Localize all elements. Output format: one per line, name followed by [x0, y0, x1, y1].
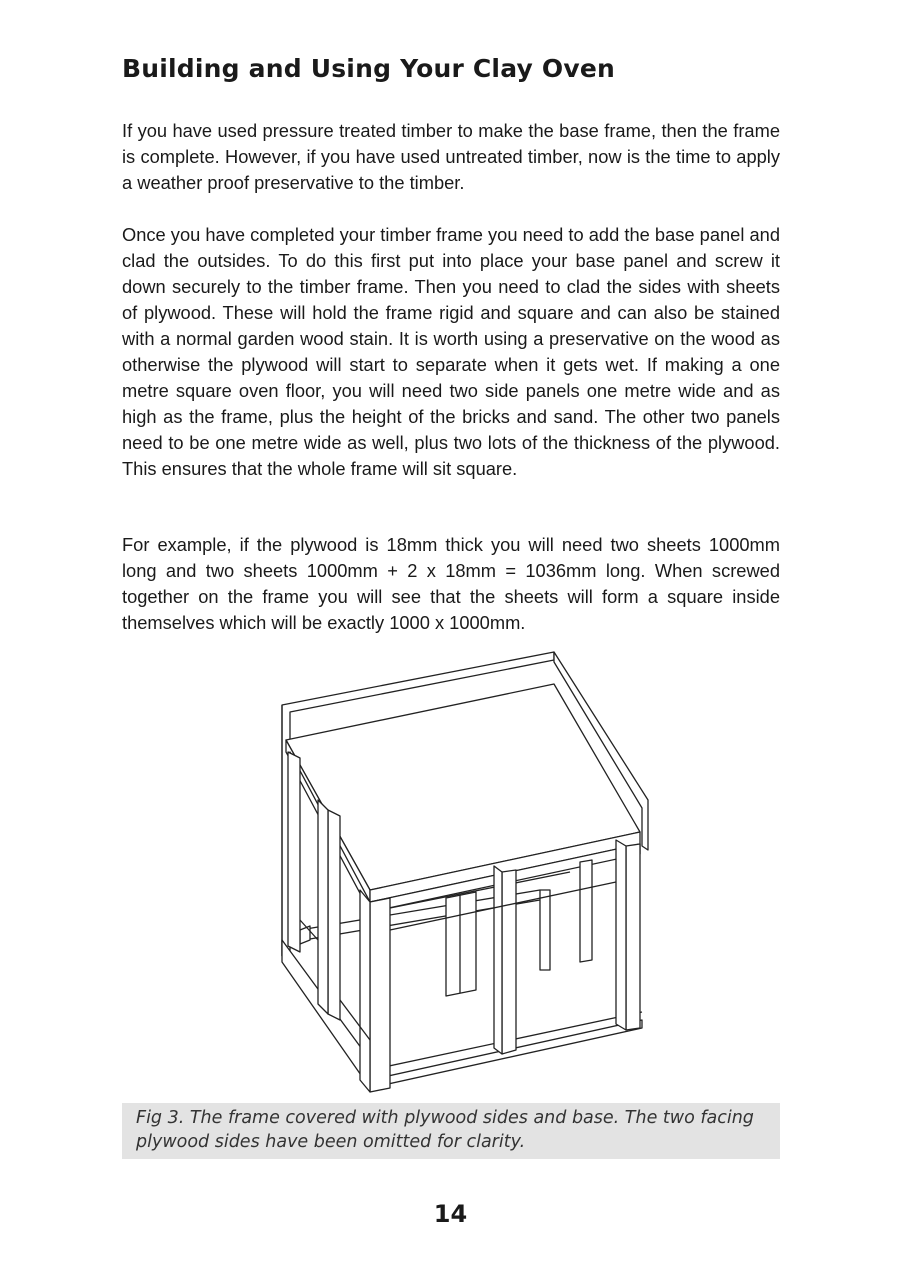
back-left-post [288, 752, 300, 952]
page-title: Building and Using Your Clay Oven [122, 54, 616, 83]
frame-illustration [270, 640, 660, 1100]
page-number: 14 [433, 1200, 468, 1228]
figure-caption: Fig 3. The frame covered with plywood sides and base. The two facing plywood sides have been omitted for clarity. [122, 1103, 780, 1159]
paragraph-cladding: Once you have completed your timber frame you need to add the base panel and clad the outsides. To do this first put into place your base panel and screw it down securely to the timber frame. Then you need to clad the sides with sheets of plywood. These will hold the frame rigid and square and can also be stained with a normal garden wood stain. It is worth using a preservative on the wood as otherwise the plywood will start to separate when it gets wet. If making a one metre square oven floor, you will need two side panels one metre wide and as high as the frame, plus the height of the bricks and sand. The other two panels need to be one metre wide as well, plus two lots of the thickness of the plywood. This ensures that the whole frame will sit square. [122, 224, 780, 479]
paragraph-treatment: If you have used pressure treated timber to make the base frame, then the frame is complete. However, if you have used untreated timber, now is the time to apply a weather proof preservative to the timber. [122, 120, 780, 193]
paragraph-example: For example, if the plywood is 18mm thick you will need two sheets 1000mm long and two sheets 1000mm + 2 x 18mm = 1036mm long. When screwed together on the frame you will see that the sheets will form a square inside themselves which will be exactly 1000 x 1000mm. [122, 534, 780, 633]
front-left-post [370, 898, 390, 1092]
front-right-post [626, 844, 640, 1030]
middle-post [446, 892, 476, 996]
front-middle-post [502, 870, 516, 1054]
